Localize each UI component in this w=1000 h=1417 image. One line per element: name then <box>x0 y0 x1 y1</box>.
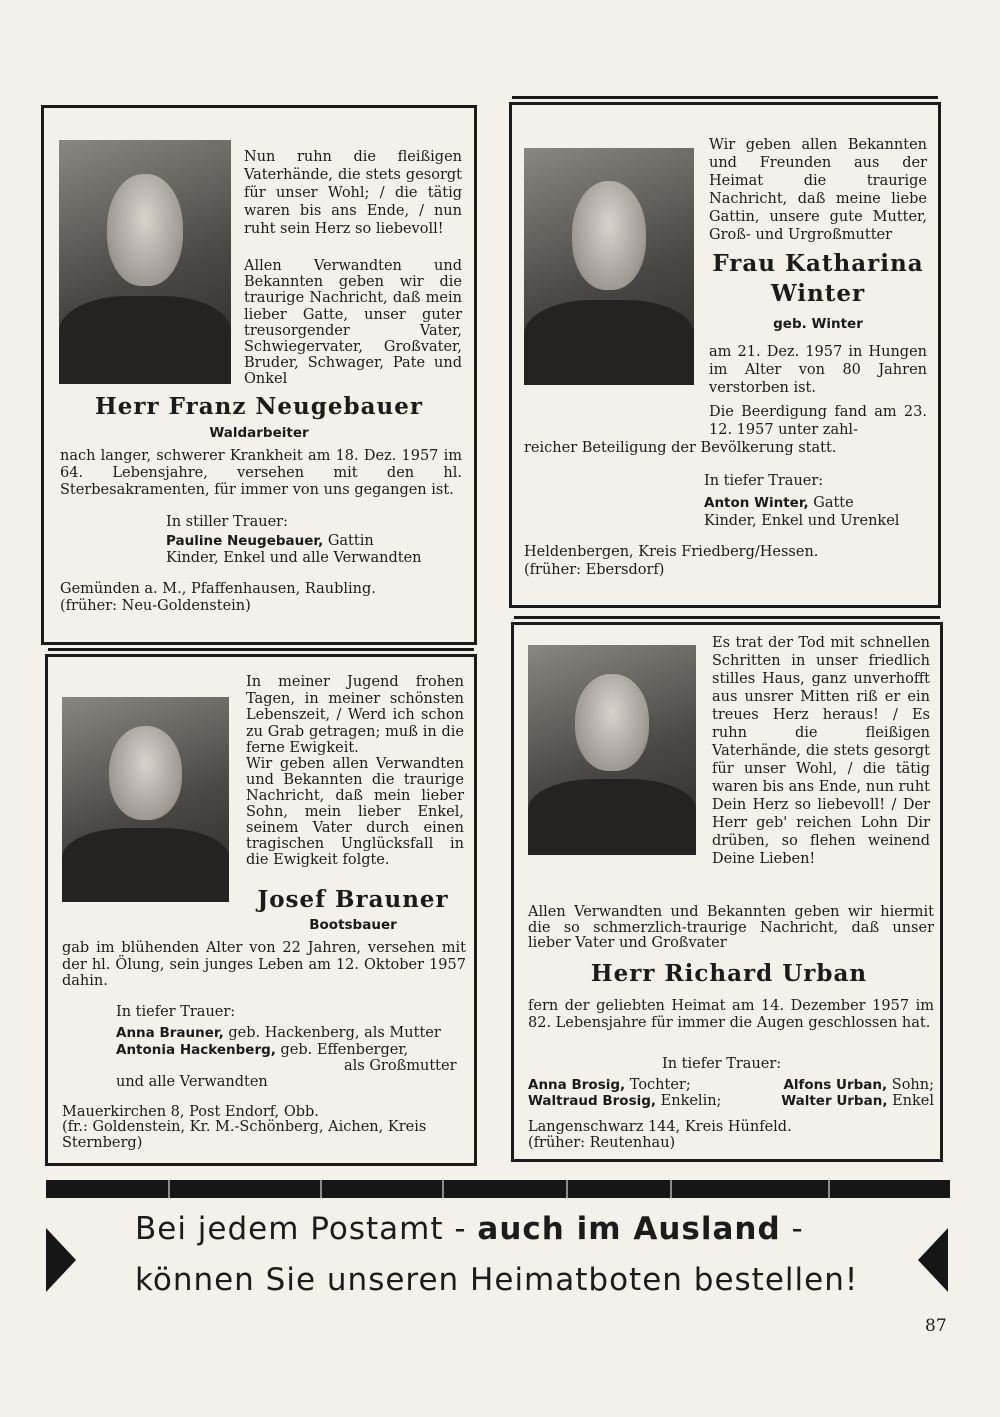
death-details: nach langer, schwerer Krankheit am 18. Dez. 1957 im 64. Lebensjahre, versehen mit den hl. Sterbesakramenten, für immer von uns gegangen ist. <box>60 448 462 498</box>
death-details: gab im blühenden Alter von 22 Jahren, versehen mit der hl. Ölung, sein junges Leben am 12. Oktober 1957 dahin. <box>62 940 466 989</box>
deceased-occupation: Waldarbeiter <box>209 425 309 441</box>
mourner-role: Gatte <box>813 495 854 511</box>
top-rule <box>48 648 474 651</box>
other-mourners: Kinder, Enkel und alle Verwandten <box>166 550 422 566</box>
announcement-text: Allen Verwandten und Bekannten geben wir hiermit die so schmerzlich-traurige Nachricht, daß unser lieber Vater und Großvater <box>528 904 934 951</box>
mourner-name: Pauline Neugebauer, <box>166 533 324 549</box>
mourner-line <box>166 532 466 550</box>
mourning-intro: In stiller Trauer: <box>166 514 288 530</box>
memorial-poem: Nun ruhn die fleißigen Vaterhände, die stets gesorgt für unser Wohl; / die tätig waren bis ans Ende, / nun ruht sein Herz so liebevoll! <box>244 149 462 237</box>
birth-name: geb. Winter <box>773 316 863 332</box>
mourner-name: Anton Winter, <box>704 495 809 511</box>
deceased-name: Herr Franz Neugebauer <box>95 393 423 420</box>
portrait-photo <box>62 697 229 902</box>
portrait-photo <box>528 645 696 855</box>
mourner-line <box>704 494 934 512</box>
deceased-name: Herr Richard Urban <box>590 960 868 987</box>
former-home-text: (früher: Reutenhau) <box>528 1135 676 1151</box>
death-details: fern der geliebten Heimat am 14. Dezember 1957 im 82. Lebensjahre für immer die Augen geschlossen hat. <box>528 998 934 1031</box>
top-rule <box>514 616 940 619</box>
announcement-text: Wir geben allen Bekannten und Freunden aus der Heimat die traurige Nachricht, daß meine liebe Gattin, unsere gute Mutter, Groß- und Urgroßmutter <box>709 137 927 243</box>
mourner-text: geb. Hackenberg, als Mutter <box>228 1025 441 1041</box>
funeral-text: Die Beerdigung fand am 23. 12. 1957 unter zahl- <box>709 404 927 438</box>
portrait-photo <box>524 148 694 385</box>
mourners-line-2 <box>528 1092 934 1110</box>
mourner-role: Sohn; <box>891 1077 934 1093</box>
deceased-name-line1: Frau Katharina <box>712 250 924 277</box>
mourner-role: Enkel <box>892 1093 934 1109</box>
mourning-intro: In tiefer Trauer: <box>704 473 824 489</box>
mourning-intro: In tiefer Trauer: <box>662 1056 782 1072</box>
place-text: Langenschwarz 144, Kreis Hünfeld. <box>528 1119 792 1135</box>
place-text: Gemünden a. M., Pfaffenhausen, Raubling. <box>60 581 376 597</box>
announcement-text: Allen Verwandten und Bekannten geben wir die traurige Nachricht, daß mein lieber Gatte, unser guter treusorgender Vater, Schwiegervater, Großvater, Bruder, Schwager, Pate und Onkel <box>244 258 462 388</box>
advert-line-2: können Sie unseren Heimatboten bestellen! <box>135 1262 859 1298</box>
notice-josef-brauner <box>45 654 477 1166</box>
top-rule <box>512 96 938 99</box>
death-details: am 21. Dez. 1957 in Hungen im Alter von 80 Jahren verstorben ist. <box>709 344 927 396</box>
mourner-role: Enkelin; <box>660 1093 722 1109</box>
mourner-role: als Großmutter <box>344 1058 457 1074</box>
deceased-name-line2: Winter <box>770 280 866 307</box>
advert-line-1 <box>135 1211 804 1247</box>
memorial-poem: In meiner Jugend frohen Tagen, in meiner schönsten Lebenszeit, / Werd ich schon zu Grab getragen; muß in die ferne Ewigkeit. <box>246 674 464 756</box>
page-number: 87 <box>925 1316 947 1336</box>
deceased-name: Josef Brauner <box>257 886 449 913</box>
mourning-intro: In tiefer Trauer: <box>116 1004 236 1020</box>
funeral-text-end: reicher Beteiligung der Bevölkerung statt. <box>524 440 837 456</box>
other-mourners: und alle Verwandten <box>116 1074 268 1090</box>
notice-katharina-winter <box>509 102 941 608</box>
mourner-name: Waltraud Brosig, <box>528 1093 657 1109</box>
mourner-name: Anna Brauner, <box>116 1025 224 1041</box>
arrow-right-icon <box>46 1228 76 1292</box>
mourner-role: Gattin <box>327 533 374 549</box>
mourner-role: Tochter; <box>629 1077 691 1093</box>
mourner-name: Antonia Hackenberg, <box>116 1042 276 1058</box>
place-text: Mauerkirchen 8, Post Endorf, Obb. <box>62 1104 319 1120</box>
former-home-text: (früher: Ebersdorf) <box>524 562 665 578</box>
arrow-left-icon <box>918 1228 948 1292</box>
place-text: Heldenbergen, Kreis Friedberg/Hessen. <box>524 544 819 560</box>
mourner-name: Alfons Urban, <box>783 1077 888 1093</box>
memorial-poem: Es trat der Tod mit schnellen Schritten in unser friedlich stilles Haus, ganz unverhofft aus unsrer Mitten riß er ein treues Herz heraus! / Es ruhn die fleißigen Vaterhände, die stets gesorgt für unser Wohl, / die tätig waren bis ans Ende, nun ruht Dein Herz so liebevoll! / Der Herr geb' reichen Lohn Dir drüben, so flehen weinend Deine Lieben! <box>712 635 930 867</box>
notice-franz-neugebauer <box>41 105 477 645</box>
notice-richard-urban <box>511 622 943 1162</box>
advert-divider-band <box>46 1180 950 1198</box>
mourner-name: Walter Urban, <box>781 1093 888 1109</box>
mourner-line-1 <box>116 1024 476 1042</box>
other-mourners: Kinder, Enkel und Urenkel <box>704 513 900 529</box>
advert-text: Bei jedem Postamt - <box>135 1211 478 1247</box>
portrait-photo <box>59 140 231 384</box>
advert-emphasis: auch im Ausland <box>477 1211 781 1247</box>
deceased-occupation: Bootsbauer <box>309 917 397 933</box>
mourner-text: geb. Effenberger, <box>280 1042 409 1058</box>
former-home-text: (früher: Neu-Goldenstein) <box>60 598 251 614</box>
announcement-text: Wir geben allen Verwandten und Bekannten die traurige Nachricht, daß mein lieber Sohn, mein lieber Enkel, seinem Vater durch einen tragischen Unglücksfall in die Ewigkeit folgte. <box>246 756 464 868</box>
mourner-name: Anna Brosig, <box>528 1077 626 1093</box>
advert-text-end: - <box>780 1211 804 1247</box>
former-home-text: (fr.: Goldenstein, Kr. M.-Schönberg, Aichen, Kreis Sternberg) <box>62 1119 427 1151</box>
